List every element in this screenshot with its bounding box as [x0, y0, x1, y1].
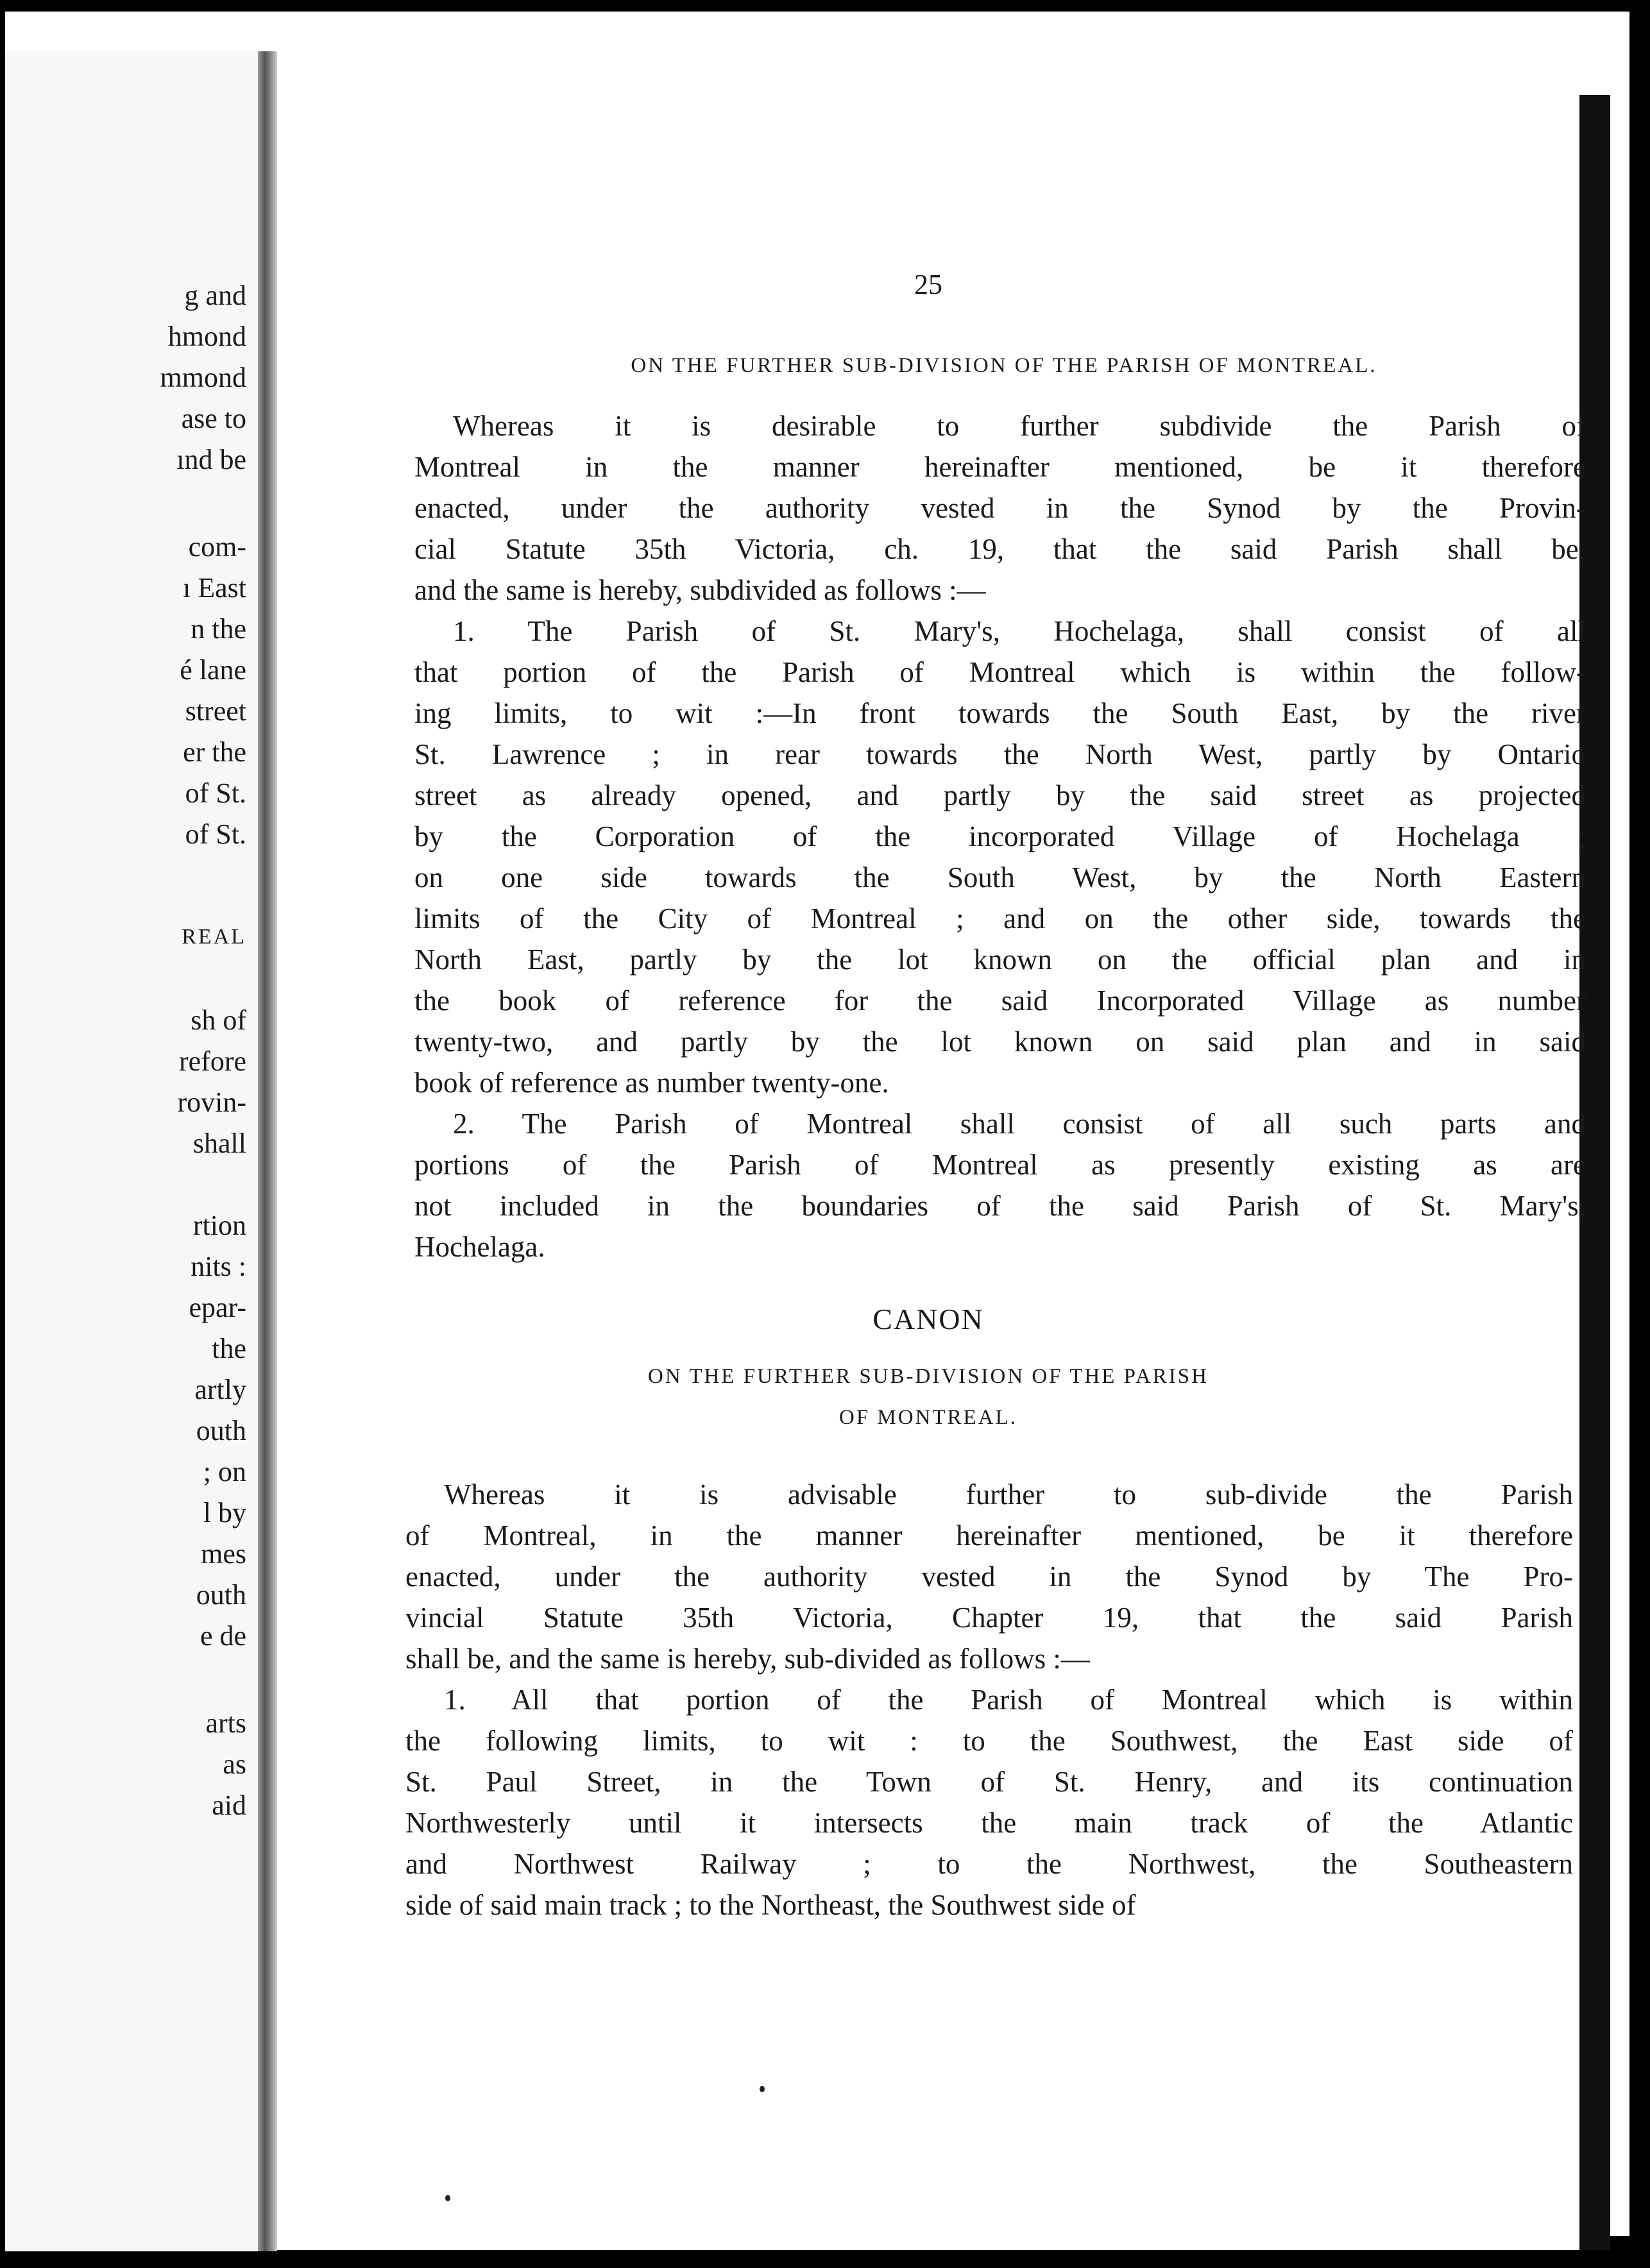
- facing-page-text-fragments: [5, 51, 263, 2251]
- ink-speck: [760, 2086, 765, 2092]
- text-line: the following limits, to wit : to the Southwest, the East side of: [405, 1725, 1573, 1757]
- text-line: side of said main track ; to the Northeast, the Southwest side of: [405, 1889, 1136, 1921]
- facing-page-left: [5, 51, 263, 2251]
- text-line: 2. The Parish of Montreal shall consist of all such parts and: [453, 1108, 1586, 1140]
- text-line: and Northwest Railway ; to the Northwest, the Southeastern: [405, 1848, 1573, 1880]
- facing-page-fragment: g and: [184, 280, 246, 311]
- text-line: by the Corporation of the incorporated Village of Hochelaga ;: [414, 820, 1586, 852]
- facing-page-fragment: ınd be: [176, 444, 246, 475]
- facing-page-fragment: hmond: [167, 321, 246, 352]
- facing-page-fragment: com-: [188, 531, 246, 563]
- text-line: North East, partly by the lot known on the official plan and in: [414, 944, 1586, 976]
- facing-page-fragment: refore: [178, 1045, 246, 1077]
- text-line: cial Statute 35th Victoria, ch. 19, that the said Parish shall be,: [414, 533, 1586, 565]
- section-2-paragraph-2: [405, 1679, 1573, 1925]
- scan-border-left: [0, 0, 5, 2268]
- book-page: [277, 72, 1586, 2250]
- facing-page-fragment: the: [212, 1333, 246, 1364]
- text-line: limits of the City of Montreal ; and on the other side, towards the: [414, 902, 1586, 935]
- facing-page-fragment: er the: [183, 736, 246, 768]
- text-line: street as already opened, and partly by the said street as projected: [414, 779, 1586, 811]
- facing-page-fragment: rovin-: [177, 1087, 246, 1118]
- text-line: book of reference as number twenty-one.: [414, 1067, 889, 1099]
- facing-page-fragment: epar-: [189, 1292, 246, 1323]
- text-line: of Montreal, in the manner hereinafter mentioned, be it therefore: [405, 1519, 1573, 1552]
- facing-page-fragment: rtion: [192, 1210, 246, 1241]
- text-line: 1. All that portion of the Parish of Montreal which is within: [444, 1684, 1573, 1716]
- text-line: Whereas it is desirable to further subdivide the Parish of: [453, 410, 1586, 442]
- facing-page-fragment: of St.: [185, 818, 246, 850]
- section-1-paragraph-3: [414, 1103, 1586, 1267]
- scan-border-top: [0, 0, 1650, 12]
- section-2-paragraph-1: [405, 1474, 1573, 1679]
- text-line: portions of the Parish of Montreal as presently existing as are: [414, 1149, 1586, 1181]
- facing-page-fragment: e de: [200, 1620, 246, 1652]
- facing-page-fragment: outh: [196, 1579, 246, 1611]
- facing-page-fragment: ; on: [203, 1456, 246, 1487]
- facing-page-fragment: mes: [201, 1538, 246, 1570]
- text-line: enacted, under the authority vested in the Synod by The Pro-: [405, 1561, 1573, 1593]
- text-line: shall be, and the same is hereby, sub-divided as follows :—: [405, 1643, 1090, 1675]
- facing-page-fragment: ase to: [181, 403, 246, 434]
- facing-page-fragment: as: [223, 1748, 246, 1780]
- facing-page-fragment: street: [185, 695, 246, 727]
- facing-page-fragment: nits :: [191, 1251, 246, 1282]
- facing-page-fragment: n the: [191, 613, 246, 645]
- text-line: enacted, under the authority vested in the Synod by the Provin-: [414, 492, 1586, 524]
- text-line: not included in the boundaries of the said Parish of St. Mary's,: [414, 1190, 1586, 1222]
- canon-title: CANON: [872, 1303, 984, 1335]
- section-1-paragraph-1: [414, 405, 1586, 611]
- facing-page-fragment: arts: [205, 1707, 246, 1739]
- facing-page-fragment: mmond: [160, 362, 246, 393]
- facing-page-fragment: aid: [212, 1790, 246, 1821]
- ink-speck: [445, 2195, 450, 2201]
- text-line: St. Lawrence ; in rear towards the North West, partly by Ontario: [414, 738, 1586, 770]
- facing-page-fragment: artly: [194, 1374, 246, 1405]
- facing-page-fragment: REAL: [182, 925, 246, 949]
- text-line: the book of reference for the said Incorporated Village as number: [414, 985, 1586, 1017]
- text-line: and the same is hereby, subdivided as follows :—: [414, 574, 986, 606]
- text-line: Whereas it is advisable further to sub-divide the Parish: [444, 1478, 1573, 1511]
- text-line: on one side towards the South West, by the North Eastern: [414, 861, 1586, 893]
- facing-page-fragment: sh of: [191, 1004, 246, 1036]
- facing-page-fragment: ı East: [183, 572, 246, 604]
- scan-border-right: [1629, 0, 1650, 2268]
- facing-page-fragment: shall: [192, 1128, 246, 1159]
- section-1-paragraph-2: [414, 611, 1586, 1103]
- text-line: ing limits, to wit :—In front towards the South East, by the river: [414, 697, 1586, 729]
- section-heading-2-line-2: OF MONTREAL.: [838, 1406, 1017, 1429]
- section-heading-1: ON THE FURTHER SUB-DIVISION OF THE PARISH OF MONTREAL.: [631, 354, 1377, 377]
- text-line: vincial Statute 35th Victoria, Chapter 19, that the said Parish: [405, 1602, 1573, 1634]
- facing-page-fragment: of St.: [185, 777, 246, 809]
- text-line: twenty-two, and partly by the lot known on said plan and in said: [414, 1026, 1586, 1058]
- facing-page-fragment: é lane: [180, 654, 246, 686]
- text-line: 1. The Parish of St. Mary's, Hochelaga, shall consist of all: [453, 615, 1586, 647]
- text-line: Hochelaga.: [414, 1231, 545, 1263]
- text-line: that portion of the Parish of Montreal which is within the follow-: [414, 656, 1586, 688]
- page-number: 25: [914, 269, 942, 300]
- facing-page-fragment: l by: [203, 1497, 246, 1528]
- text-line: St. Paul Street, in the Town of St. Henry, and its continuation: [405, 1766, 1573, 1798]
- text-line: Northwesterly until it intersects the main track of the Atlantic: [405, 1807, 1573, 1839]
- book-gutter: [258, 51, 277, 2251]
- section-heading-2-line-1: ON THE FURTHER SUB-DIVISION OF THE PARISH: [648, 1365, 1209, 1388]
- text-line: Montreal in the manner hereinafter mentioned, be it therefore: [414, 451, 1586, 483]
- facing-page-fragment: outh: [196, 1415, 246, 1446]
